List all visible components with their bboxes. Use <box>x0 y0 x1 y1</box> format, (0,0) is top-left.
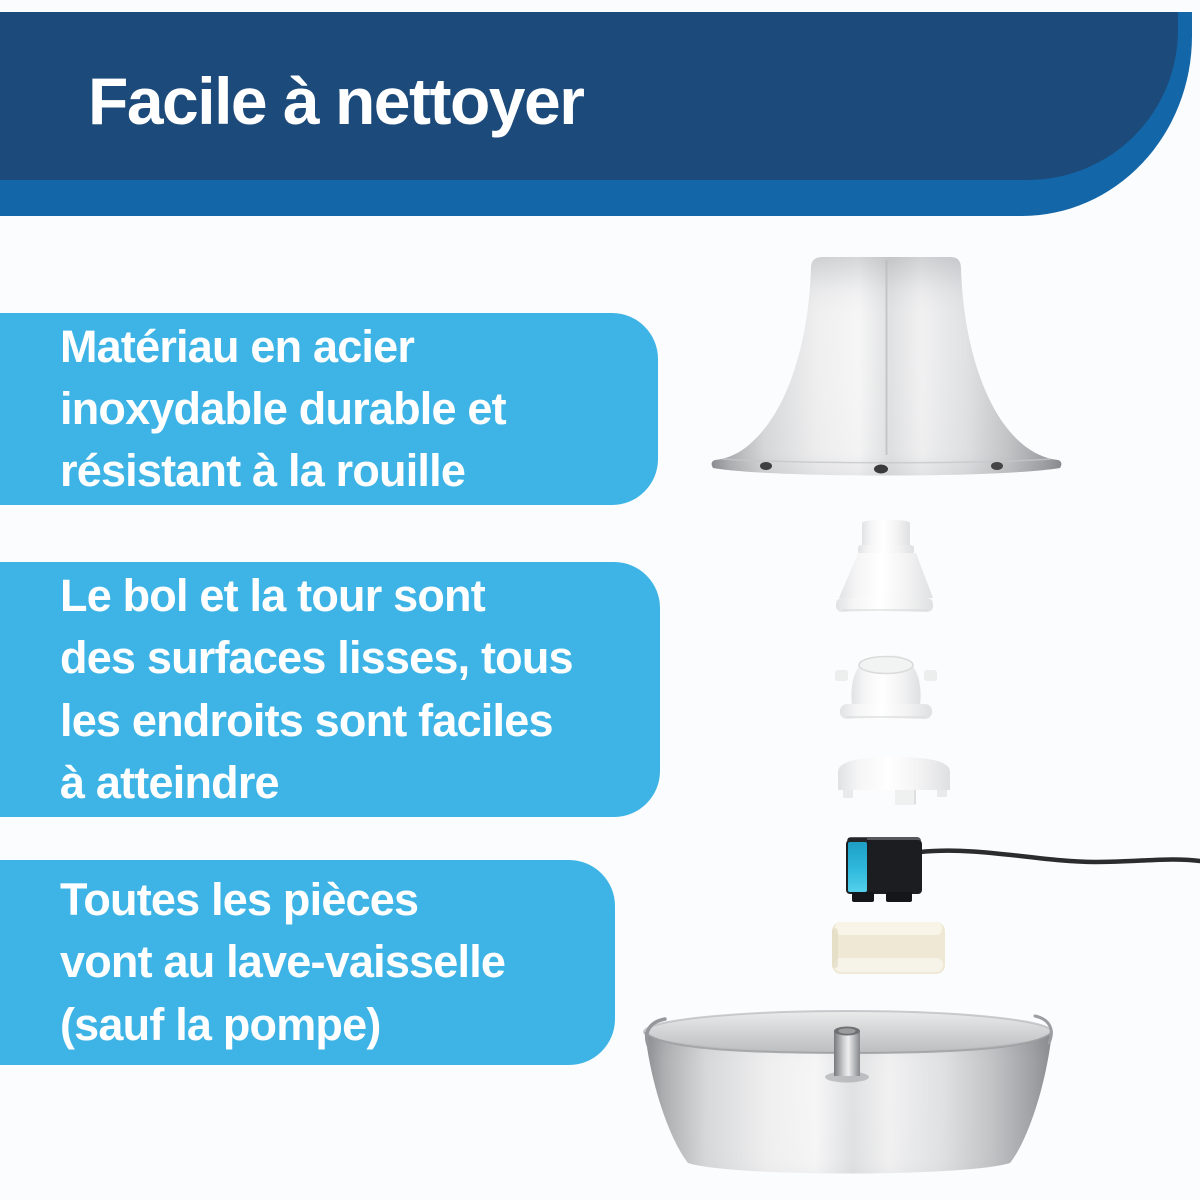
pump-accent-face <box>848 842 867 892</box>
callout-text-line: vont au lave-vaisselle <box>60 936 506 988</box>
cleaning-cap <box>836 520 933 612</box>
power-cord <box>920 851 1200 862</box>
tower-vent-hole <box>991 462 1003 470</box>
callout-text-line: inoxydable durable et <box>60 382 506 434</box>
callout-text-line: Toutes les pièces <box>60 874 419 926</box>
callout-text-line: Matériau en acier <box>60 320 415 372</box>
page-title: Facile à nettoyer <box>88 64 584 138</box>
pump-housing-lid <box>838 757 950 805</box>
callout-text-line: des surfaces lisses, tous <box>60 632 573 684</box>
tower-vent-hole <box>874 465 888 474</box>
rubber-seal <box>835 654 937 719</box>
fountain-tower <box>712 257 1062 476</box>
callout-text-line: à atteindre <box>60 756 279 808</box>
callout-text-line: résistant à la rouille <box>60 445 466 497</box>
water-pump <box>846 837 922 902</box>
callout-text-line: (sauf la pompe) <box>60 998 381 1050</box>
callout-text-line: Le bol et la tour sont <box>60 570 485 622</box>
callout-text-line: les endroits sont faciles <box>60 694 553 746</box>
foam-filter <box>832 922 945 974</box>
bowl-center-post <box>834 1031 860 1076</box>
tower-vent-hole <box>760 462 772 470</box>
stainless-steel-bowl <box>644 1011 1052 1174</box>
